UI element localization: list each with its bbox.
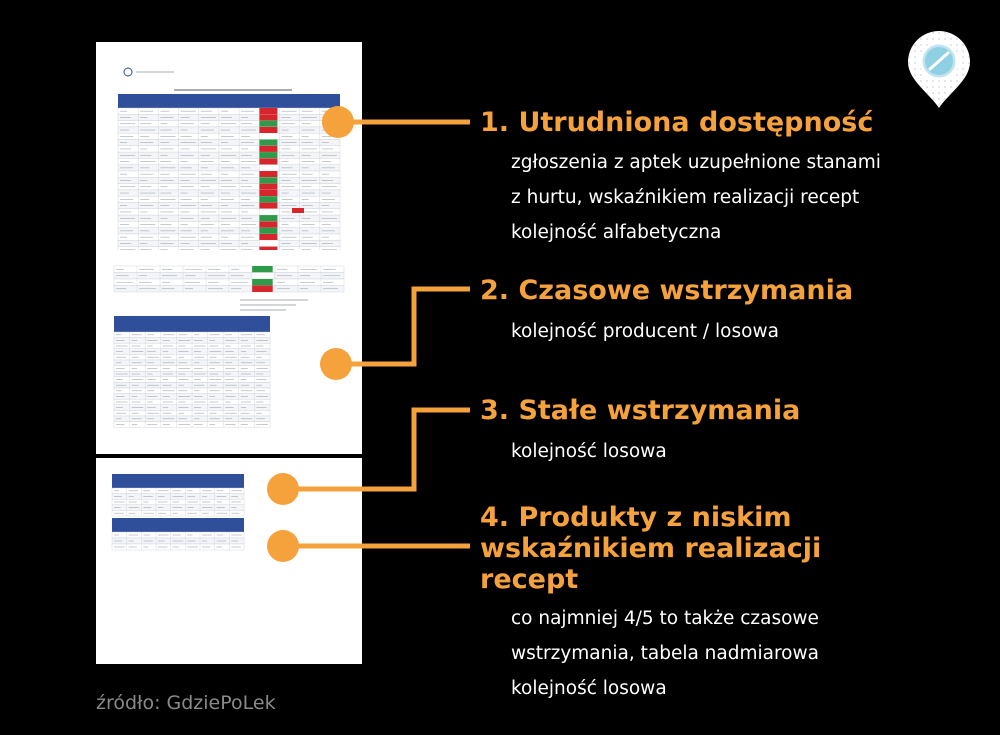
- section-1-line: z hurtu, wskaźnikiem realizacji recept: [511, 187, 860, 208]
- section-4-title-line: wskaźnikiem realizacji: [480, 533, 822, 564]
- connector-dot-4: [267, 530, 299, 562]
- section-3-description: [511, 434, 931, 469]
- section-2-title: 2. Czasowe wstrzymania: [480, 275, 854, 306]
- section-4-line: wstrzymania, tabela nadmiarowa: [511, 643, 819, 664]
- section-4-line: co najmniej 4/5 to także czasowe: [511, 608, 819, 629]
- section-2-line: kolejność producent / losowa: [511, 321, 779, 342]
- section-3-line: kolejność losowa: [511, 441, 667, 462]
- section-1-line: zgłoszenia z aptek uzupełnione stanami: [511, 152, 881, 173]
- connector-3: [283, 410, 470, 489]
- section-1-title: 1. Utrudniona dostępność: [480, 107, 874, 138]
- section-4-description: [511, 601, 931, 706]
- connector-dot-2: [320, 348, 352, 380]
- section-4-title-line: recept: [480, 564, 579, 595]
- source-caption: źródło: GdziePoLek: [96, 692, 276, 714]
- connector-2: [336, 289, 470, 364]
- connector-dot-1: [322, 106, 354, 138]
- section-4-line: kolejność losowa: [511, 678, 667, 699]
- section-4-title: [480, 502, 900, 595]
- pill-location-pin-icon: [906, 30, 972, 110]
- section-1-description: [511, 145, 931, 250]
- section-4-title-line: 4. Produkty z niskim: [480, 502, 792, 533]
- connector-dot-3: [267, 473, 299, 505]
- section-3-title: 3. Stałe wstrzymania: [480, 395, 801, 426]
- section-2-description: [511, 314, 931, 349]
- section-1-line: kolejność alfabetyczna: [511, 222, 722, 243]
